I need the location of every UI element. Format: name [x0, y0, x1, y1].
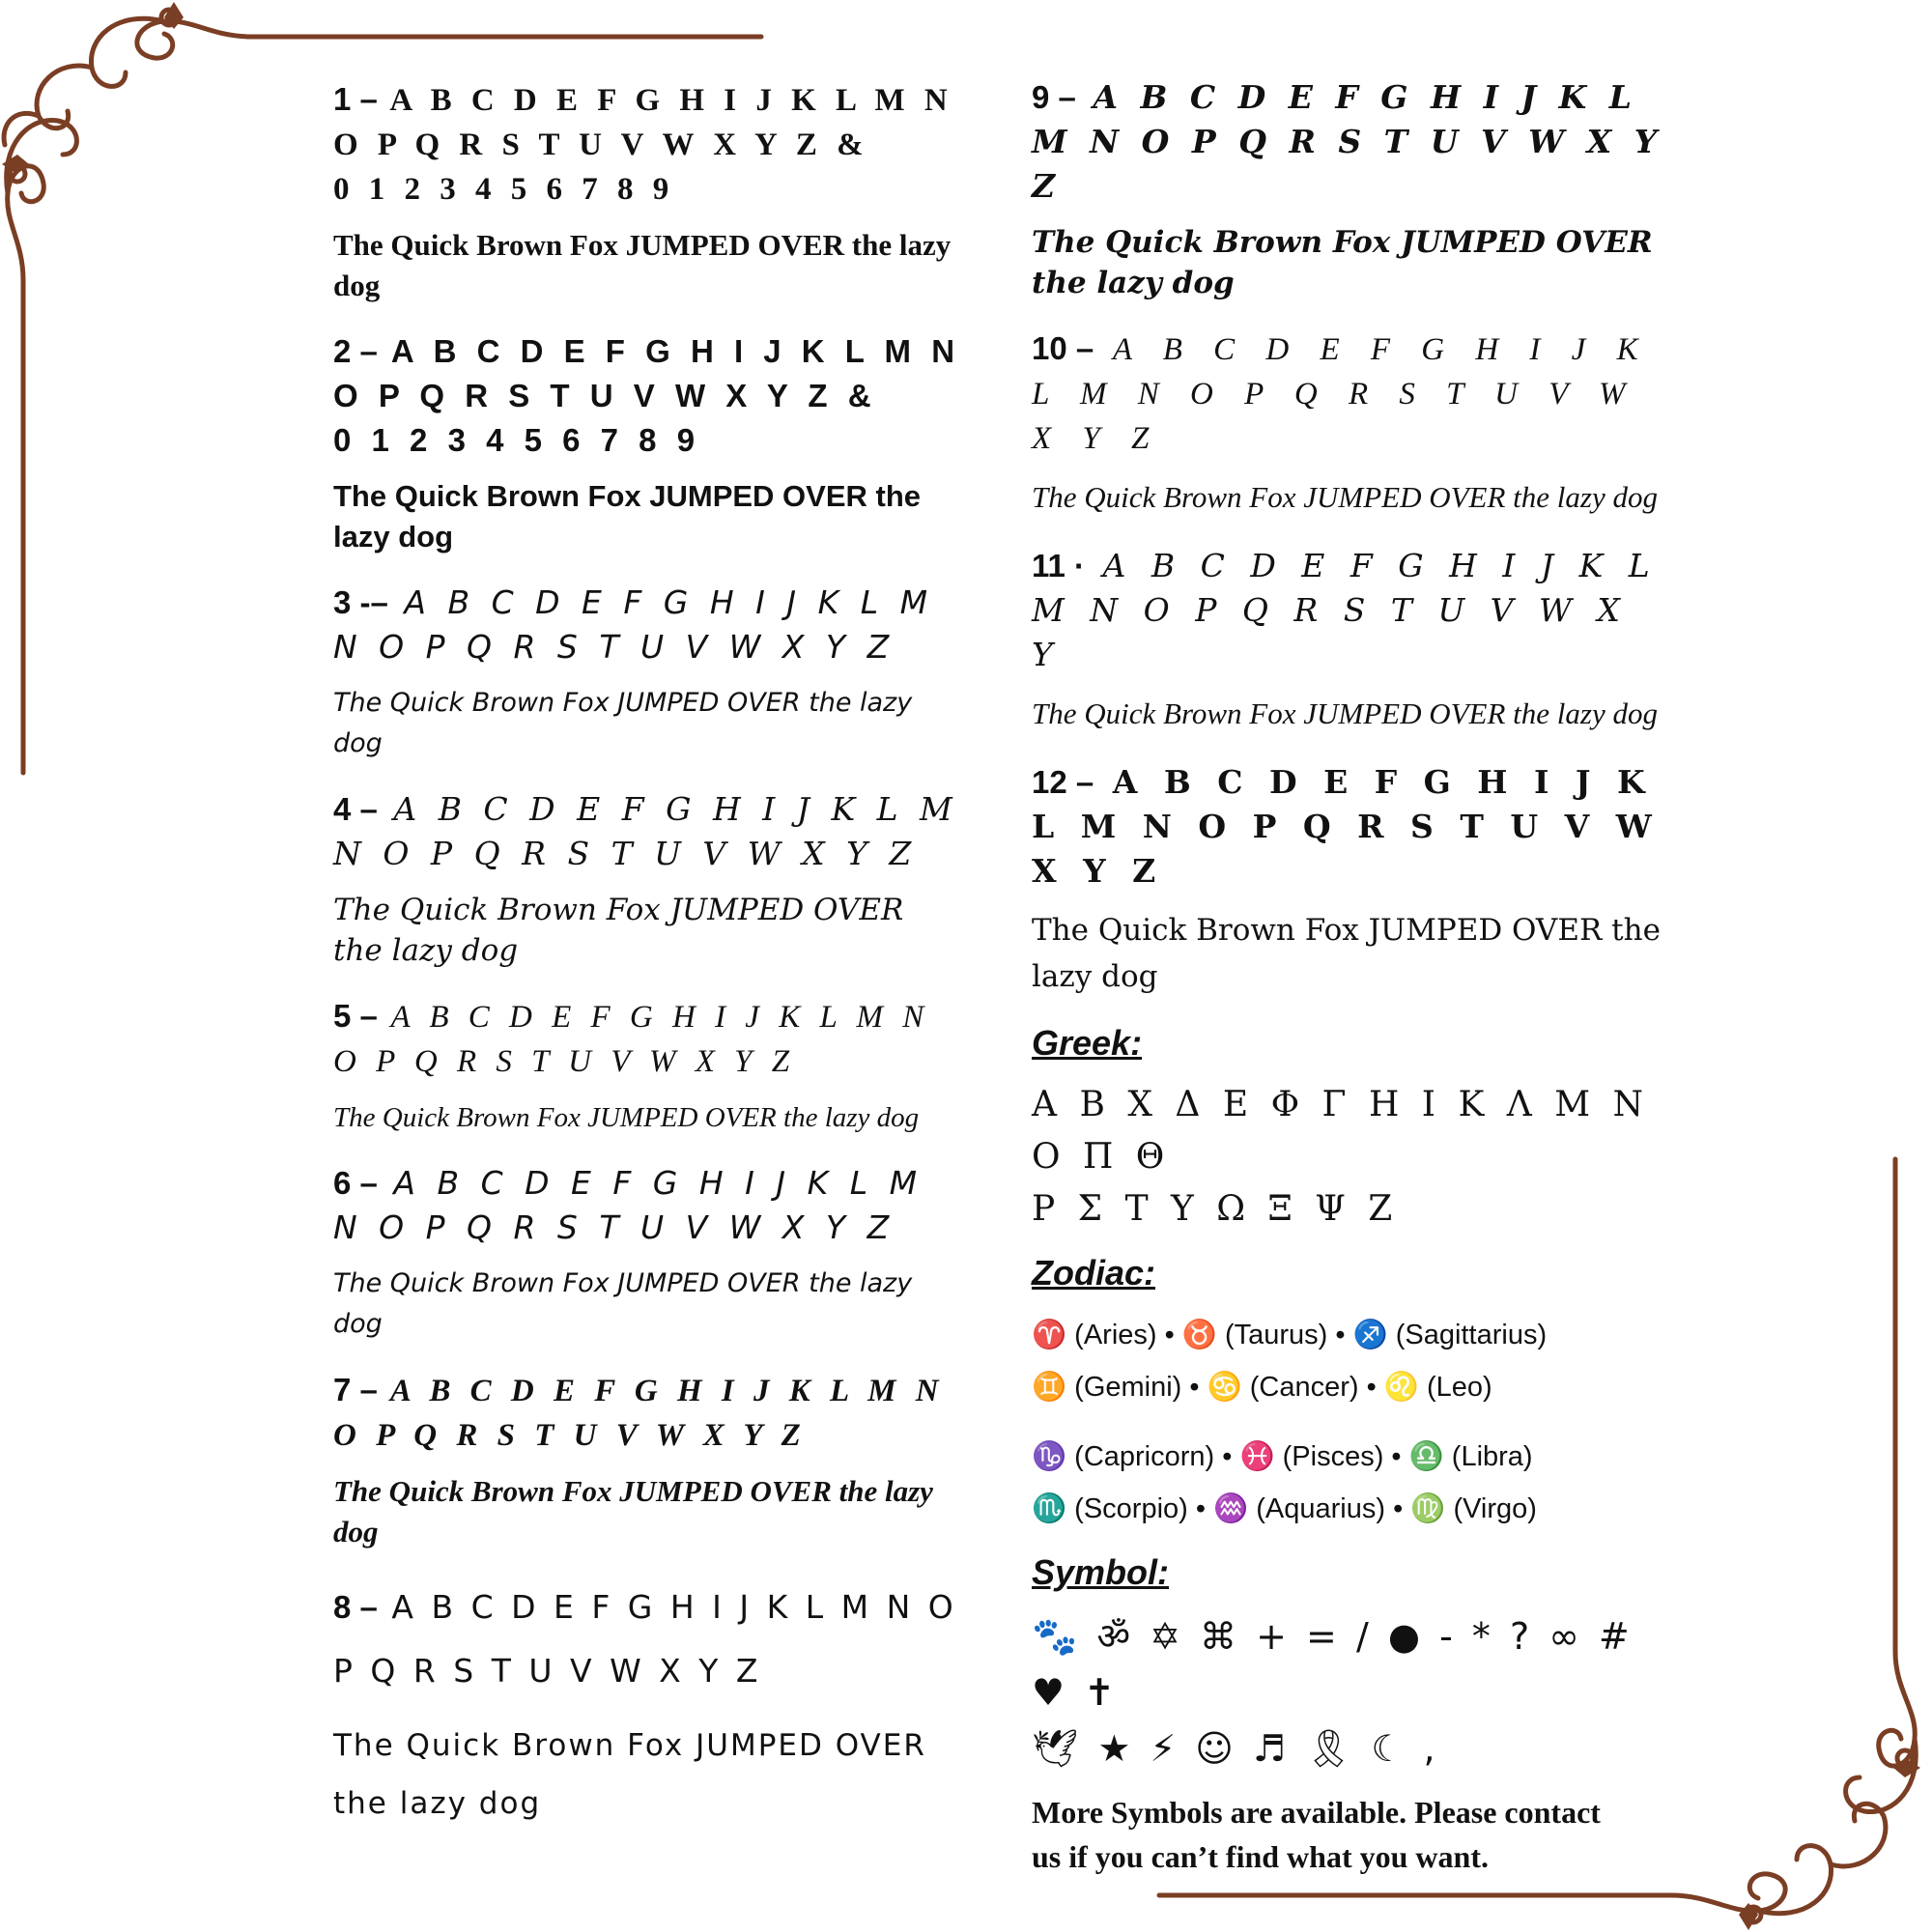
font-1-pangram: The Quick Brown Fox JUMPED OVER the lazy dog [333, 228, 952, 302]
left-column [333, 77, 976, 1856]
font-2-letters: A B C D E F G H I J K L M N O P Q R S T U V W X Y Z & 0 1 2 3 4 5 6 7 8 9 [333, 333, 976, 458]
zodiac-line-3: ♑ (Capricorn) • ♓ (Pisces) • ♎ (Libra) [1032, 1441, 1533, 1472]
right-column [1032, 75, 1680, 1879]
font-sample-1 [333, 77, 967, 306]
font-9-pangram: The Quick Brown Fox JUMPED OVER the lazy dog [1032, 225, 1653, 300]
greek-heading: Greek: [1032, 1023, 1143, 1063]
font-sample-7 [333, 1368, 961, 1552]
font-12-letters: A B C D E F G H I J K L M N O P Q R S T U V W X Y Z [1032, 763, 1679, 890]
font-1-number: 1 – [333, 81, 378, 117]
font-6-letters: A B C D E F G H I J K L M N O P Q R S T U V W X Y Z [333, 1164, 939, 1246]
font-4-number: 4 – [333, 791, 378, 827]
font-4-alphabet [333, 787, 975, 876]
font-2-pangram: The Quick Brown Fox JUMPED OVER the lazy dog [333, 479, 922, 554]
font-1-letters: A B C D E F G H I J K L M N O P Q R S T U V W X Y Z & 0 1 2 3 4 5 6 7 8 9 [333, 83, 967, 207]
font-8-number: 8 – [333, 1589, 378, 1625]
zodiac-heading: Zodiac: [1032, 1253, 1156, 1293]
font-8-letters: A B C D E F G H I J K L M N O P Q R S T U V W X Y Z [333, 1588, 972, 1690]
greek-line-1: Α Β Χ Δ Ε Φ Γ Η Ι Κ Λ Μ Ν Ο Π Θ [1032, 1085, 1650, 1177]
font-7-pangram: The Quick Brown Fox JUMPED OVER the lazy dog [333, 1474, 933, 1548]
font-5-letters: A B C D E F G H I J K L M N O P Q R S T U V W X Y Z [333, 1000, 944, 1079]
font-sample-12 [1032, 760, 1679, 1000]
symbol-line-2: 🕊 ★ ⚡ ☺ ♬ 🎗 ☾ , [1032, 1727, 1439, 1770]
font-9-number: 9 – [1032, 79, 1076, 115]
font-7-number: 7 – [333, 1372, 378, 1407]
zodiac-line-2: ♊ (Gemini) • ♋ (Cancer) • ♌ (Leo) [1032, 1372, 1492, 1403]
more-symbols-note: More Symbols are available. Please contact us if you can’t find what you want. [1032, 1795, 1601, 1874]
font-7-letters: A B C D E F G H I J K L M N O P Q R S T U V W X Y Z [333, 1374, 958, 1453]
font-sample-3 [333, 581, 961, 764]
font-1-alphabet [333, 77, 967, 212]
font-11-letters: A B C D E F G H I J K L M N O P Q R S T U V W X Y [1032, 547, 1676, 673]
font-sample-10 [1032, 327, 1669, 521]
font-2-number: 2 – [333, 333, 378, 369]
font-3-number: 3 -– [333, 584, 388, 620]
font-12-alphabet [1032, 760, 1679, 894]
zodiac-line-1: ♈ (Aries) • ♉ (Taurus) • ♐ (Sagittarius) [1032, 1320, 1548, 1350]
greek-line-2: Ρ Σ Τ Υ Ω Ξ Ψ Ζ [1032, 1189, 1399, 1229]
font-sample-8 [333, 1576, 972, 1833]
font-sample-6 [333, 1161, 961, 1345]
font-9-letters: A B C D E F G H I J K L M N O P Q R S T U V W X Y Z [1032, 78, 1680, 205]
font-2-alphabet [333, 329, 976, 463]
font-11-number: 11 · [1032, 548, 1086, 583]
font-5-alphabet [333, 994, 961, 1084]
font-12-pangram: The Quick Brown Fox JUMPED OVER the lazy dog [1032, 913, 1661, 994]
font-3-alphabet [333, 581, 961, 669]
font-10-pangram: The Quick Brown Fox JUMPED OVER the lazy dog [1032, 480, 1658, 514]
font-11-pangram: The Quick Brown Fox JUMPED OVER the lazy dog [1032, 696, 1658, 730]
font-sample-5 [333, 994, 961, 1138]
font-6-alphabet [333, 1161, 961, 1250]
font-5-pangram: The Quick Brown Fox JUMPED OVER the lazy dog [333, 1102, 920, 1133]
font-12-number: 12 – [1032, 764, 1094, 800]
font-10-alphabet [1032, 327, 1669, 461]
font-sample-2 [333, 329, 976, 557]
zodiac-group-2 [1032, 1431, 1669, 1535]
font-6-number: 6 – [333, 1165, 378, 1201]
font-11-alphabet [1032, 544, 1676, 677]
font-6-pangram: The Quick Brown Fox JUMPED OVER the lazy dog [333, 1268, 913, 1339]
zodiac-group-1 [1032, 1309, 1669, 1413]
font-3-pangram: The Quick Brown Fox JUMPED OVER the lazy dog [333, 688, 913, 758]
font-8-alphabet [333, 1576, 972, 1703]
font-sample-11 [1032, 544, 1676, 737]
font-8-pangram: The Quick Brown Fox JUMPED OVER the lazy dog [333, 1728, 926, 1821]
font-5-number: 5 – [333, 998, 378, 1034]
symbol-heading: Symbol: [1032, 1552, 1170, 1592]
font-sample-4 [333, 787, 975, 971]
font-sample-9 [1032, 75, 1680, 303]
zodiac-line-4: ♏ (Scorpio) • ♒ (Aquarius) • ♍ (Virgo) [1032, 1493, 1537, 1524]
symbol-line-1: 🐾 ॐ ✡ ⌘ + = / ● - * ? ∞ # ♥ ✝ [1032, 1615, 1634, 1714]
font-9-alphabet [1032, 75, 1680, 209]
font-4-letters: A B C D E F G H I J K L M N O P Q R S T U V W X Y Z [333, 790, 975, 872]
font-10-letters: A B C D E F G H I J K L M N O P Q R S T U V W X Y Z [1032, 332, 1669, 456]
font-4-pangram: The Quick Brown Fox JUMPED OVER the lazy dog [333, 893, 904, 968]
font-10-number: 10 – [1032, 330, 1094, 366]
font-7-alphabet [333, 1368, 961, 1458]
font-3-letters: A B C D E F G H I J K L M N O P Q R S T U V W X Y Z [333, 583, 950, 666]
